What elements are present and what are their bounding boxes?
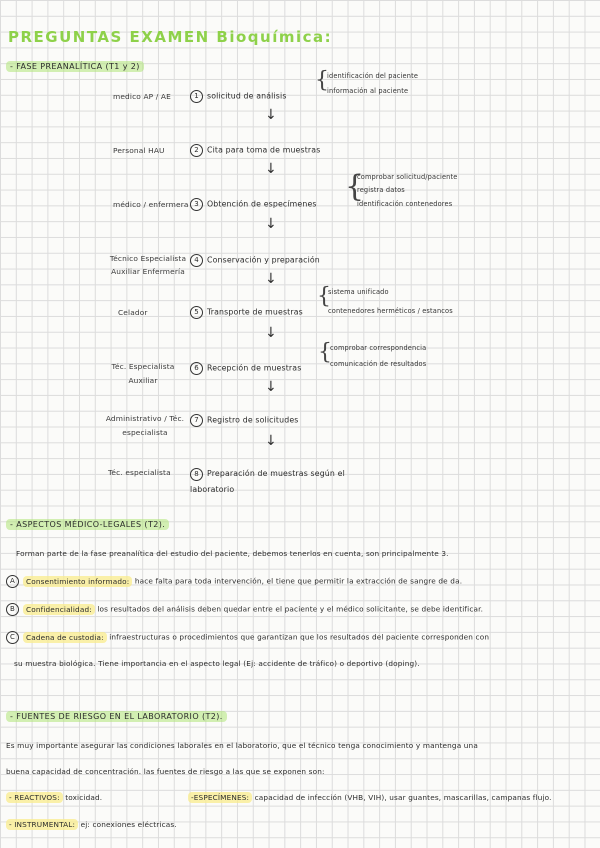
aspecto-term: Confidencialidad: bbox=[23, 604, 95, 615]
arrow-down-icon: ↓ bbox=[265, 161, 277, 177]
riesgo-term: - INSTRUMENTAL: bbox=[6, 819, 78, 830]
arrow-down-icon: ↓ bbox=[265, 379, 277, 395]
step-3 bbox=[190, 198, 317, 211]
step-6-note-1: comprobar correspondencia bbox=[330, 344, 427, 352]
riesgo-reactivos bbox=[6, 793, 102, 802]
step-5-note-1: sistema unificado bbox=[328, 288, 389, 296]
section-heading-fase: - FASE PREANALÍTICA (T1 y 2) bbox=[6, 62, 144, 71]
aspecto-text: hace falta para toda intervención, el tiene que permitir la extracción de sangre de da. bbox=[134, 576, 463, 586]
aspecto-item-a bbox=[6, 575, 462, 588]
step-3-note-2: registra datos bbox=[357, 186, 405, 194]
step-8-label: Preparación de muestras según el laboratorio bbox=[190, 469, 345, 494]
step-2-role: Personal HAU bbox=[113, 146, 165, 155]
letter-badge: B bbox=[6, 603, 19, 616]
step-7-label: Registro de solicitudes bbox=[207, 415, 299, 425]
arrow-down-icon: ↓ bbox=[265, 433, 277, 449]
page-title: PREGUNTAS EXAMEN Bioquímica: bbox=[8, 28, 333, 46]
arrow-down-icon: ↓ bbox=[265, 107, 277, 123]
step-4 bbox=[190, 254, 320, 267]
step-7-role: Administrativo / Téc. especialista bbox=[105, 414, 185, 437]
aspecto-term: Cadena de custodia: bbox=[23, 632, 107, 643]
brace-icon: { bbox=[317, 284, 331, 309]
step-5-note-2: contenedores herméticos / estancos bbox=[328, 307, 453, 315]
step-1-label: solicitud de análisis bbox=[207, 91, 287, 101]
riesgo-text: toxicidad. bbox=[65, 793, 103, 802]
step-number-badge: 7 bbox=[190, 414, 203, 427]
step-3-label: Obtención de especímenes bbox=[207, 199, 317, 209]
step-6-role: Téc. Especialista Auxiliar bbox=[111, 362, 175, 385]
arrow-down-icon: ↓ bbox=[265, 216, 277, 232]
step-2 bbox=[190, 144, 320, 157]
step-6-note-2: comunicación de resultados bbox=[330, 360, 427, 368]
step-1-note-2: información al paciente bbox=[327, 87, 409, 95]
step-number-badge: 8 bbox=[190, 468, 203, 481]
step-3-role: médico / enfermera bbox=[113, 200, 189, 209]
brace-icon: { bbox=[318, 340, 332, 365]
step-number-badge: 6 bbox=[190, 362, 203, 375]
aspecto-item-b bbox=[6, 603, 483, 616]
riesgo-instrumental bbox=[6, 820, 177, 829]
step-5-role: Celador bbox=[118, 308, 148, 317]
riesgo-term: -ESPECÍMENES: bbox=[188, 792, 252, 803]
letter-badge: C bbox=[6, 631, 19, 644]
step-5 bbox=[190, 306, 303, 319]
brace-icon: { bbox=[345, 169, 365, 204]
step-number-badge: 2 bbox=[190, 144, 203, 157]
step-1-role: medico AP / AE bbox=[113, 92, 171, 101]
aspecto-term: Consentimiento informado: bbox=[23, 576, 132, 587]
riesgo-term: - REACTIVOS: bbox=[6, 792, 63, 803]
step-4-role: Técnico Especialista Auxiliar Enfermería bbox=[109, 254, 187, 276]
step-5-label: Transporte de muestras bbox=[207, 307, 303, 317]
step-6 bbox=[190, 362, 301, 375]
arrow-down-icon: ↓ bbox=[265, 325, 277, 341]
step-4-label: Conservación y preparación bbox=[207, 255, 320, 265]
aspecto-text: infraestructuras o procedimientos que garantizan que los resultados del paciente corresponden con bbox=[109, 632, 490, 642]
step-7 bbox=[190, 414, 298, 427]
aspecto-item-c bbox=[6, 631, 489, 644]
step-number-badge: 3 bbox=[190, 198, 203, 211]
step-6-label: Recepción de muestras bbox=[207, 363, 302, 373]
step-2-label: Cita para toma de muestras bbox=[207, 145, 321, 155]
step-3-note-3: identificación contenedores bbox=[357, 200, 453, 208]
step-8-role: Téc. especialista bbox=[108, 468, 171, 477]
step-8 bbox=[190, 466, 350, 498]
aspectos-intro: Forman parte de la fase preanalítica del estudio del paciente, debemos tenerlos en cuenta, son principalmente 3. bbox=[16, 549, 449, 558]
step-number-badge: 4 bbox=[190, 254, 203, 267]
riesgo-text: ej: conexiones eléctricas. bbox=[80, 820, 177, 829]
step-1-note-1: identificación del paciente bbox=[327, 72, 419, 80]
fuentes-line-2: buena capacidad de concentración. las fuentes de riesgo a las que se exponen son: bbox=[6, 767, 325, 776]
step-3-note-1: comprobar solicitud/paciente bbox=[357, 173, 458, 181]
arrow-down-icon: ↓ bbox=[265, 271, 277, 287]
fuentes-line-1: Es muy importante asegurar las condiciones laborales en el laboratorio, que el técnico tenga conocimiento y mantenga una bbox=[6, 741, 478, 750]
step-number-badge: 1 bbox=[190, 90, 203, 103]
riesgo-especimenes bbox=[188, 793, 552, 802]
step-number-badge: 5 bbox=[190, 306, 203, 319]
section-heading-fuentes: - FUENTES DE RIESGO EN EL LABORATORIO (T2). bbox=[6, 712, 227, 721]
brace-icon: { bbox=[315, 68, 329, 93]
aspecto-text: los resultados del análisis deben quedar entre el paciente y el médico solicitante, se debe identificar. bbox=[97, 604, 484, 614]
section-heading-aspectos: - ASPECTOS MÉDICO-LEGALES (T2). bbox=[6, 520, 169, 529]
riesgo-text: capacidad de infección (VHB, VIH), usar guantes, mascarillas, campanas flujo. bbox=[254, 793, 552, 802]
letter-badge: A bbox=[6, 575, 19, 588]
aspecto-item-c-continued: su muestra biológica. Tiene importancia en el aspecto legal (Ej: accidente de tráfico) o deportivo (doping). bbox=[14, 659, 420, 668]
step-1 bbox=[190, 90, 287, 103]
